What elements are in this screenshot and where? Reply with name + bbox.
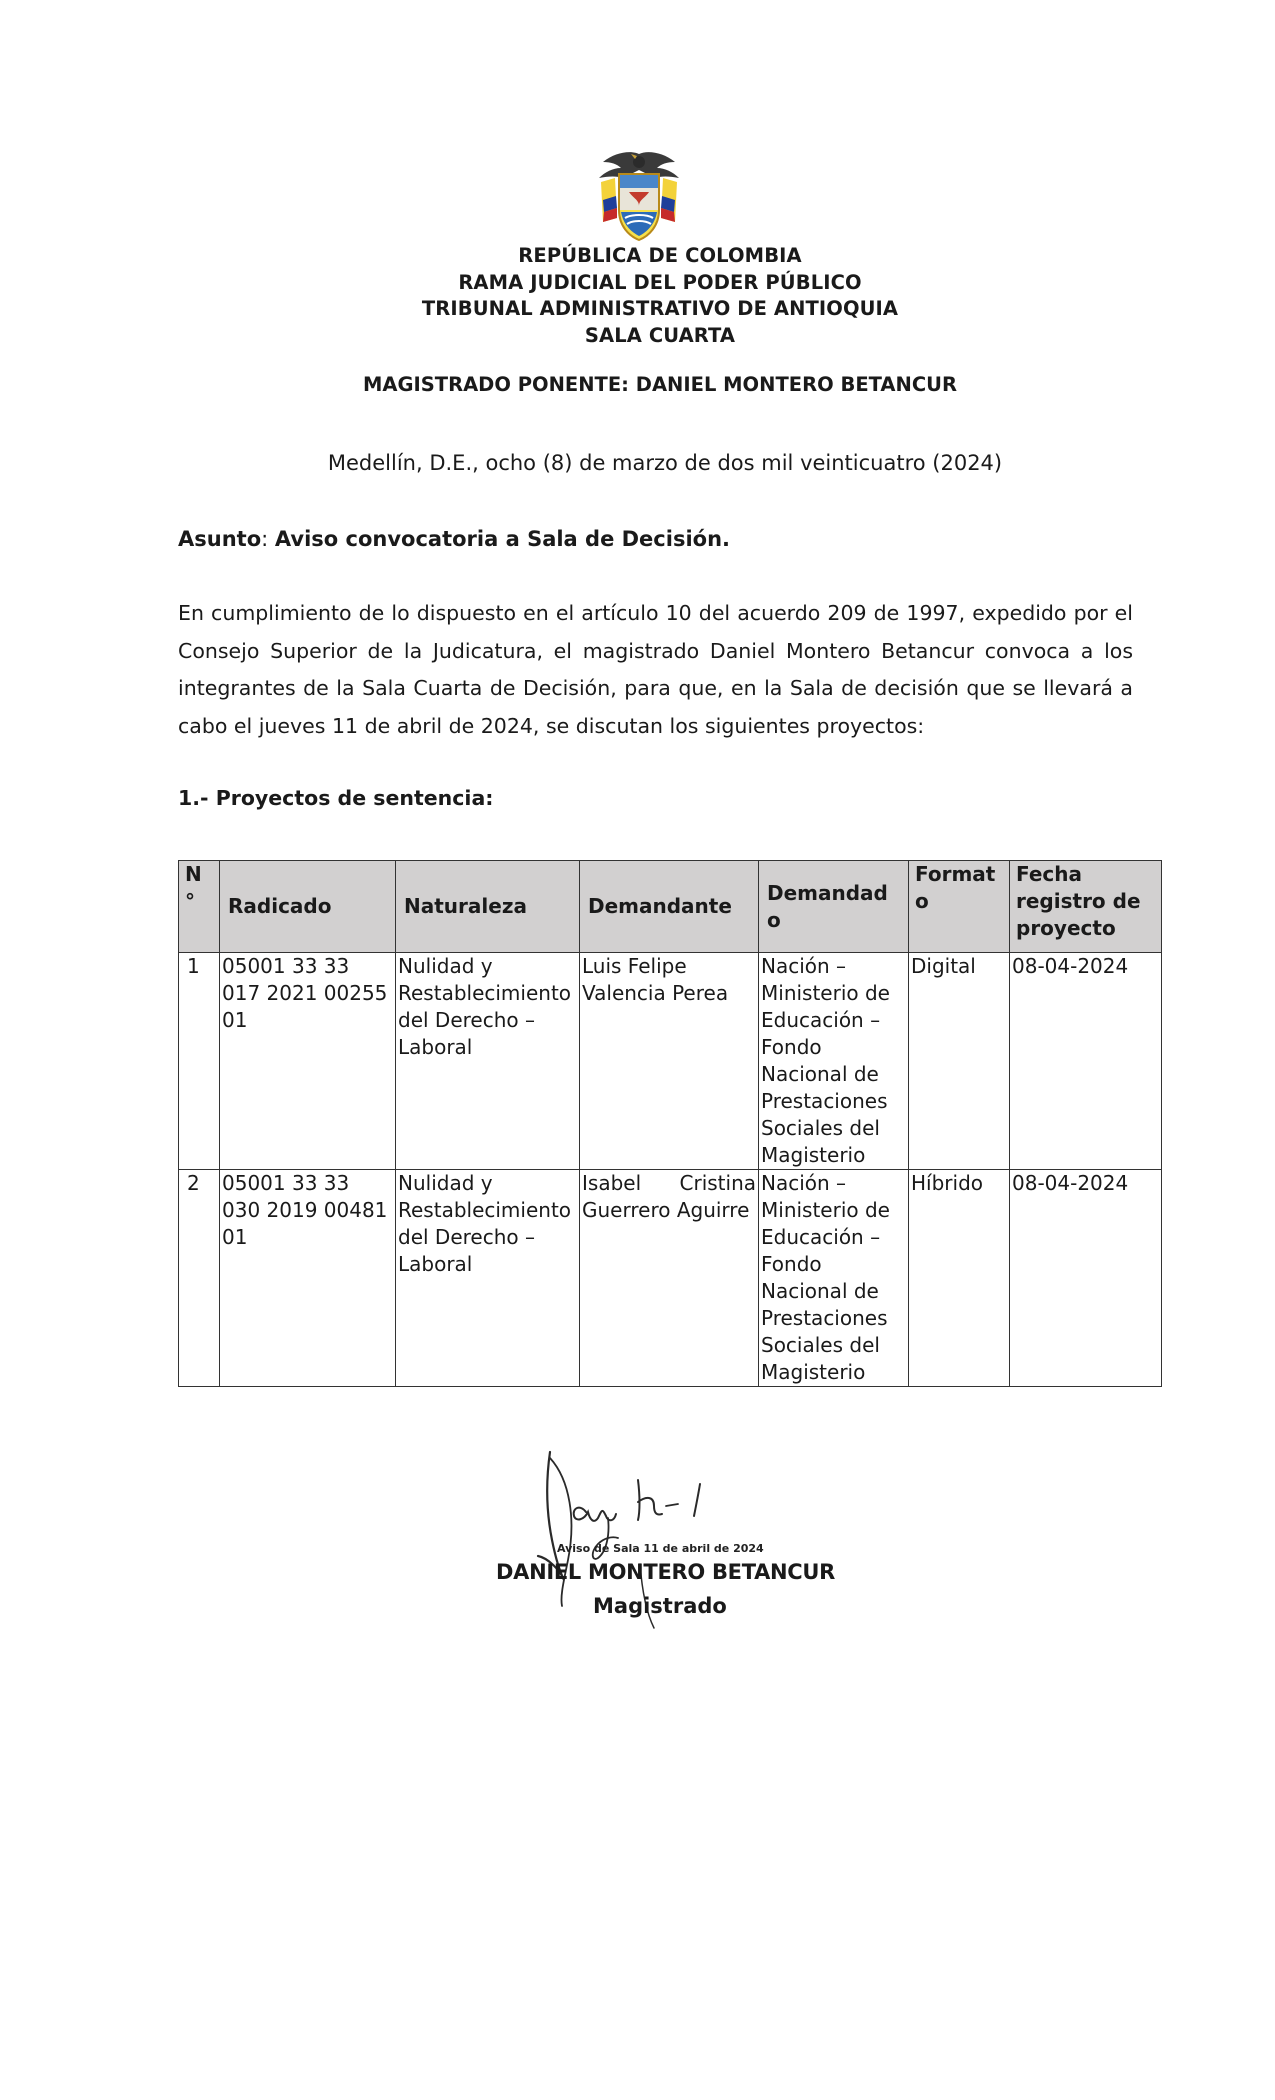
cell-num: 1	[179, 953, 220, 1170]
header-naturaleza: Naturaleza	[396, 861, 580, 953]
subject-separator: :	[261, 527, 275, 551]
header-demandado: Demandado	[759, 861, 909, 953]
header-line-chamber: SALA CUARTA	[584, 323, 736, 347]
subject-value: Aviso convocatoria a Sala de Decisión.	[274, 527, 730, 551]
subject-line	[178, 525, 730, 553]
cell-radicado: 05001 33 33 017 2021 00255 01	[220, 953, 396, 1170]
signature-stamp: Aviso de Sala 11 de abril de 2024	[557, 1542, 764, 1555]
cell-naturaleza: Nulidad y Restablecimiento del Derecho – Laboral	[396, 1170, 580, 1387]
header-line-branch: RAMA JUDICIAL DEL PODER PÚBLICO	[458, 270, 862, 294]
magistrate-heading: MAGISTRADO PONENTE: DANIEL MONTERO BETANCUR	[362, 373, 958, 396]
cell-formato: Híbrido	[909, 1170, 1010, 1387]
body-paragraph: En cumplimiento de lo dispuesto en el artículo 10 del acuerdo 209 de 1997, expedido por el Consejo Superior de la Judicatura, el magistrado Daniel Montero Betancur convoca a los integrantes de la Sala Cuarta de Decisión, para que, en la Sala de decisión que se llevará a cabo el jueves 11 de abril de 2024, se discutan los siguientes proyectos:	[178, 601, 1133, 738]
header-num: N°	[179, 861, 220, 953]
cell-demandante: Isabel Cristina Guerrero Aguirre	[580, 1170, 759, 1387]
subject-label: Asunto	[178, 527, 262, 551]
cell-demandado: Nación – Ministerio de Educación – Fondo Nacional de Prestaciones Sociales del Magisterio	[759, 953, 909, 1170]
header-demandante: Demandante	[580, 861, 759, 953]
signer-role: Magistrado	[593, 1594, 727, 1618]
cell-formato: Digital	[909, 953, 1010, 1170]
cell-fecha: 08-04-2024	[1010, 1170, 1162, 1387]
header-line-tribunal: TRIBUNAL ADMINISTRATIVO DE ANTIOQUIA	[421, 297, 899, 320]
table-header-row	[179, 861, 1162, 953]
document-date: Medellín, D.E., ocho (8) de marzo de dos mil veinticuatro (2024)	[327, 451, 1003, 475]
cell-num: 2	[179, 1170, 220, 1387]
cell-demandante: Luis Felipe Valencia Perea	[580, 953, 759, 1170]
cell-radicado: 05001 33 33 030 2019 00481 01	[220, 1170, 396, 1387]
header-line-country: REPÚBLICA DE COLOMBIA	[518, 244, 802, 267]
table-row	[179, 953, 1162, 1170]
cell-naturaleza: Nulidad y Restablecimiento del Derecho – Laboral	[396, 953, 580, 1170]
projects-table	[178, 860, 1162, 1387]
header-formato: Formato	[909, 861, 1010, 953]
header-fecha: Fecha registro de proyecto	[1010, 861, 1162, 953]
institution-header	[0, 243, 1275, 349]
signer-name: DANIEL MONTERO BETANCUR	[496, 1560, 836, 1584]
table-row	[179, 1170, 1162, 1387]
header-radicado: Radicado	[220, 861, 396, 953]
cell-fecha: 08-04-2024	[1010, 953, 1162, 1170]
cell-demandado: Nación – Ministerio de Educación – Fondo Nacional de Prestaciones Sociales del Magisterio	[759, 1170, 909, 1387]
colombia-coat-of-arms-icon	[595, 148, 683, 244]
section-title: 1.- Proyectos de sentencia:	[178, 786, 494, 810]
